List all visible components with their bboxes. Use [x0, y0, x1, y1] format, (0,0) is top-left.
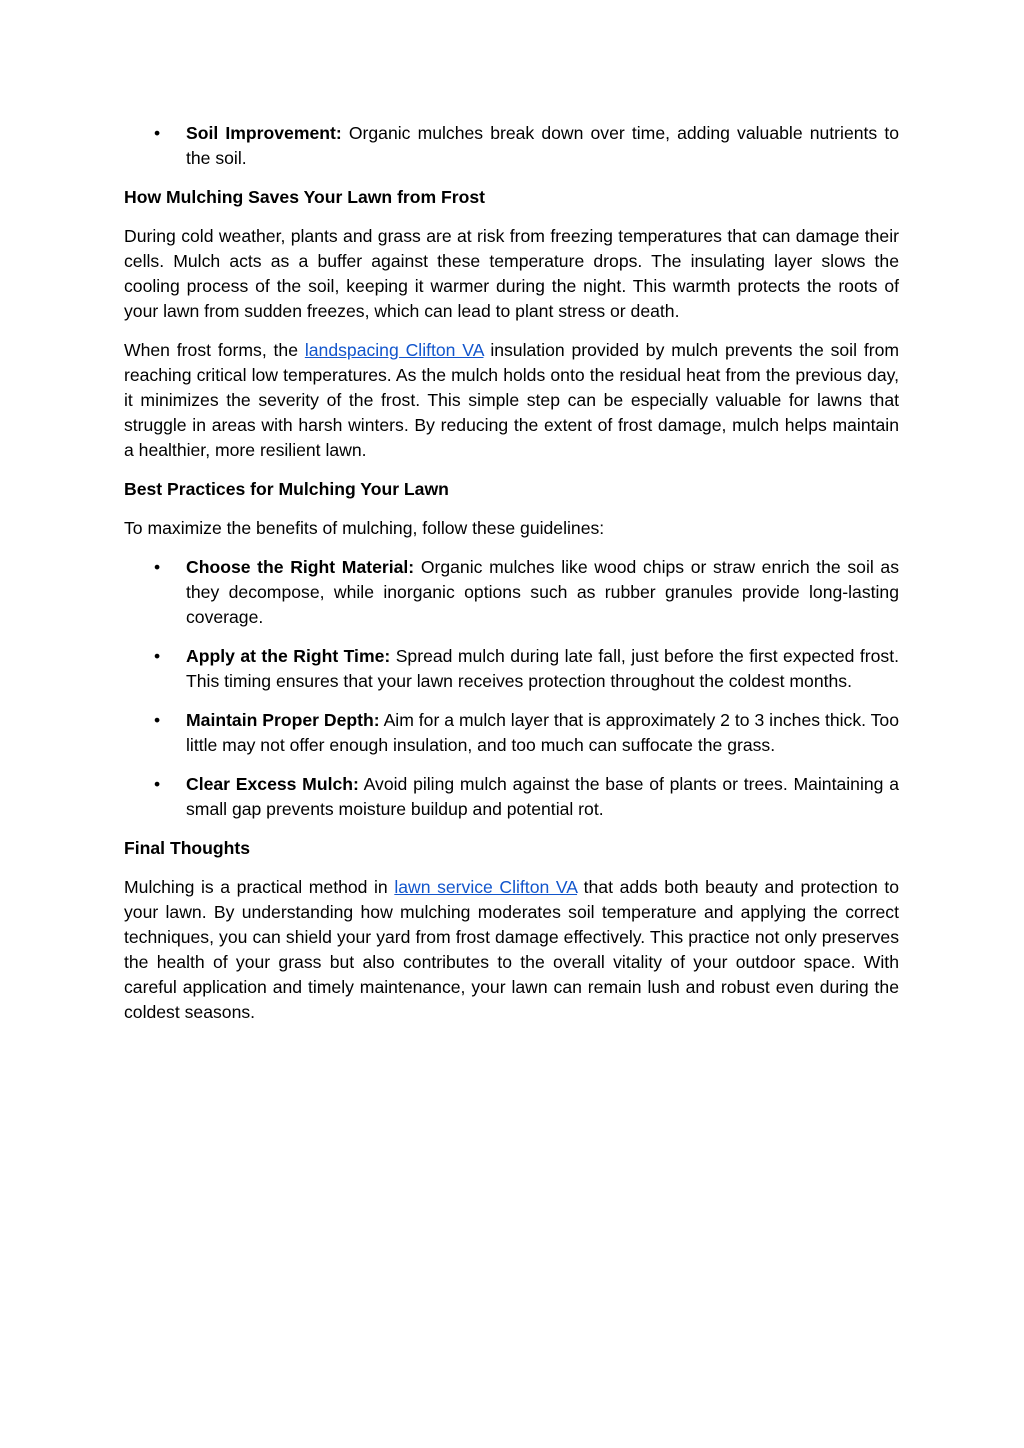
paragraph-text: that adds both beauty and protection to your lawn. By understanding how mulching moderates soil temperature and applying the correct techniques, you can shield your yard from frost damage effectively. This practice not only preserves the health of your grass but also contributes to the overall vitality of your outdoor space. With careful application and timely maintenance, your lawn can remain lush and robust even during the coldest seasons. [124, 877, 900, 1022]
landscaping-link[interactable]: landspacing Clifton VA [304, 340, 484, 360]
bullet-list-best [124, 555, 899, 822]
paragraph-text: insulation provided by mulch prevents the soil from reaching critical low temperatures. As the mulch holds onto the residual heat from the previous day, it minimizes the severity of the frost. This simple step can be especially valuable for lawns that struggle in areas with harsh winters. By reducing the extent of frost damage, mulch helps maintain a healthier, more resilient lawn. [124, 340, 900, 460]
list-item-title: Soil Improvement: [186, 123, 342, 143]
bullet-icon: • [154, 646, 161, 666]
heading-final-thoughts: Final Thoughts [124, 838, 251, 858]
list-item [124, 121, 899, 171]
bullet-icon: • [154, 774, 161, 794]
bullet-icon: • [154, 557, 161, 577]
list-item [124, 644, 899, 694]
list-item-text: Organic mulches like wood chips or straw enrich the soil as they decompose, while inorganic options such as rubber granules provide long-lasting coverage. [186, 557, 899, 627]
document-page [124, 121, 899, 1039]
list-item-text: Organic mulches break down over time, adding valuable nutrients to the soil. [186, 123, 899, 168]
bullet-icon: • [154, 123, 161, 143]
list-item-text: Aim for a mulch layer that is approximately 2 to 3 inches thick. Too little may not offer enough insulation, and too much can suffocate the grass. [186, 710, 899, 755]
lawn-service-link[interactable]: lawn service Clifton VA [394, 877, 578, 897]
paragraph-best-intro: To maximize the benefits of mulching, follow these guidelines: [124, 518, 605, 538]
heading-frost: How Mulching Saves Your Lawn from Frost [124, 187, 486, 207]
paragraph-frost-1: During cold weather, plants and grass are at risk from freezing temperatures that can damage their cells. Mulch acts as a buffer against these temperature drops. The insulating layer slows the cooling process of the soil, keeping it warmer during the night. This warmth protects the roots of your lawn from sudden freezes, which can lead to plant stress or death. [124, 226, 899, 321]
paragraph-frost-2 [124, 338, 899, 463]
paragraph-text: Mulching is a practical method in [124, 877, 395, 897]
list-item-title: Clear Excess Mulch: [186, 774, 359, 794]
list-item-title: Maintain Proper Depth: [186, 710, 380, 730]
list-item [124, 708, 899, 758]
bullet-list-top [124, 121, 899, 171]
paragraph-final [124, 875, 899, 1025]
list-item-text: Spread mulch during late fall, just before the first expected frost. This timing ensures that your lawn receives protection throughout the coldest months. [186, 646, 900, 691]
heading-best-practices: Best Practices for Mulching Your Lawn [124, 479, 449, 499]
list-item-title: Choose the Right Material: [186, 557, 415, 577]
paragraph-text: When frost forms, the [124, 340, 305, 360]
list-item-title: Apply at the Right Time: [186, 646, 391, 666]
list-item [124, 772, 899, 822]
bullet-icon: • [154, 710, 161, 730]
list-item-text: Avoid piling mulch against the base of plants or trees. Maintaining a small gap prevents moisture buildup and potential rot. [186, 774, 899, 819]
list-item [124, 555, 899, 630]
